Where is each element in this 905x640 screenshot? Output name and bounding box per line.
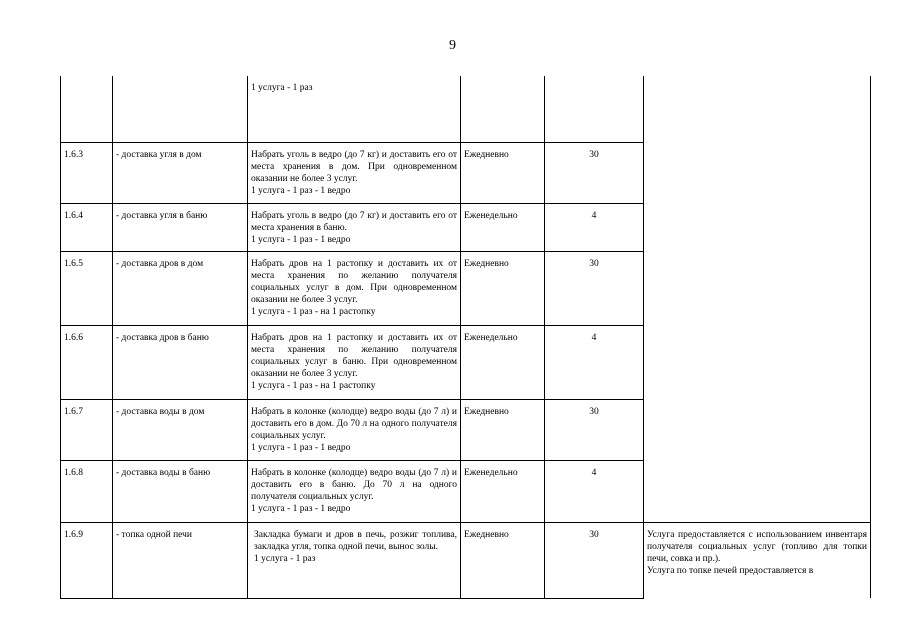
service-unit: 1 услуга - 1 раз bbox=[254, 553, 316, 564]
service-unit: 1 услуга - 1 раз - на 1 растопку bbox=[251, 380, 376, 391]
service-name: - доставка угля в дом bbox=[113, 142, 248, 203]
service-name: - доставка воды в баню bbox=[113, 460, 248, 522]
service-text: Набрать уголь в ведро (до 7 кг) и доставить его от места хранения в дом. При одновременном оказании не более 3 услуг. bbox=[251, 149, 457, 184]
services-table bbox=[60, 76, 871, 599]
table-row bbox=[61, 522, 871, 598]
service-description bbox=[248, 399, 461, 460]
service-description bbox=[248, 522, 461, 598]
service-frequency: Еженедельно bbox=[461, 325, 545, 399]
service-frequency: Ежедневно bbox=[461, 399, 545, 460]
service-description bbox=[248, 325, 461, 399]
service-unit: 1 услуга - 1 раз - 1 ведро bbox=[251, 442, 351, 453]
service-unit: 1 услуга - 1 раз - 1 ведро bbox=[251, 185, 351, 196]
service-frequency: Еженедельно bbox=[461, 460, 545, 522]
row-number: 1.6.7 bbox=[61, 399, 113, 460]
service-description bbox=[248, 76, 461, 142]
service-text: Закладка бумаги и дров в печь, розжиг топлива, закладка угля, топка одной печи, вынос золы. bbox=[254, 529, 457, 552]
row-number: 1.6.8 bbox=[61, 460, 113, 522]
service-name: - топка одной печи bbox=[113, 522, 248, 598]
row-number: 1.6.6 bbox=[61, 325, 113, 399]
service-quantity bbox=[545, 76, 644, 142]
service-quantity: 30 bbox=[545, 142, 644, 203]
service-name: - доставка угля в баню bbox=[113, 203, 248, 251]
service-unit: 1 услуга - 1 раз bbox=[251, 83, 313, 93]
service-text: Набрать уголь в ведро (до 7 кг) и доставить его от места хранения в баню. bbox=[251, 210, 457, 233]
service-frequency bbox=[461, 76, 545, 142]
service-name: - доставка воды в дом bbox=[113, 399, 248, 460]
service-quantity: 30 bbox=[545, 522, 644, 598]
service-frequency: Ежедневно bbox=[461, 251, 545, 325]
service-note bbox=[644, 76, 871, 522]
service-description bbox=[248, 251, 461, 325]
page-number: 9 bbox=[449, 38, 456, 53]
service-name: - доставка дров в дом bbox=[113, 251, 248, 325]
note-text: Услуга предоставляется с использованием инвентаря получателя социальных услуг (топливо для топки печи, совка и пр.). bbox=[647, 529, 867, 564]
service-note bbox=[644, 522, 871, 598]
service-quantity: 4 bbox=[545, 460, 644, 522]
row-number: 1.6.4 bbox=[61, 203, 113, 251]
service-quantity: 30 bbox=[545, 399, 644, 460]
service-name bbox=[113, 76, 248, 142]
service-unit: 1 услуга - 1 раз - 1 ведро bbox=[251, 503, 351, 514]
table-row bbox=[61, 76, 871, 142]
service-text: Набрать дров на 1 растопку и доставить их от места хранения по желанию получателя социальных услуг в баню. При одновременном оказании не более 3 услуг. bbox=[251, 332, 457, 379]
row-number: 1.6.3 bbox=[61, 142, 113, 203]
service-text: Набрать в колонке (колодце) ведро воды (до 7 л) и доставить его в баню. До 70 л на одного получателя социальных услуг. bbox=[251, 467, 457, 502]
service-text: Набрать дров на 1 растопку и доставить их от места хранения по желанию получателя социальных услуг в дом. При одновременном оказании не более 3 услуг. bbox=[251, 258, 457, 305]
service-frequency: Ежедневно bbox=[461, 142, 545, 203]
service-frequency: Ежедневно bbox=[461, 522, 545, 598]
service-description bbox=[248, 460, 461, 522]
row-number: 1.6.9 bbox=[61, 522, 113, 598]
service-unit: 1 услуга - 1 раз - на 1 растопку bbox=[251, 306, 376, 317]
service-quantity: 4 bbox=[545, 325, 644, 399]
service-quantity: 30 bbox=[545, 251, 644, 325]
service-frequency: Еженедельно bbox=[461, 203, 545, 251]
row-number: 1.6.5 bbox=[61, 251, 113, 325]
note-text: Услуга по топке печей предоставляется в bbox=[647, 565, 814, 576]
service-description bbox=[248, 142, 461, 203]
service-unit: 1 услуга - 1 раз - 1 ведро bbox=[251, 234, 351, 245]
row-number bbox=[61, 76, 113, 142]
service-quantity: 4 bbox=[545, 203, 644, 251]
service-description bbox=[248, 203, 461, 251]
service-text: Набрать в колонке (колодце) ведро воды (до 7 л) и доставить его в дом. До 70 л на одного получателя социальных услуг. bbox=[251, 406, 457, 441]
service-name: - доставка дров в баню bbox=[113, 325, 248, 399]
